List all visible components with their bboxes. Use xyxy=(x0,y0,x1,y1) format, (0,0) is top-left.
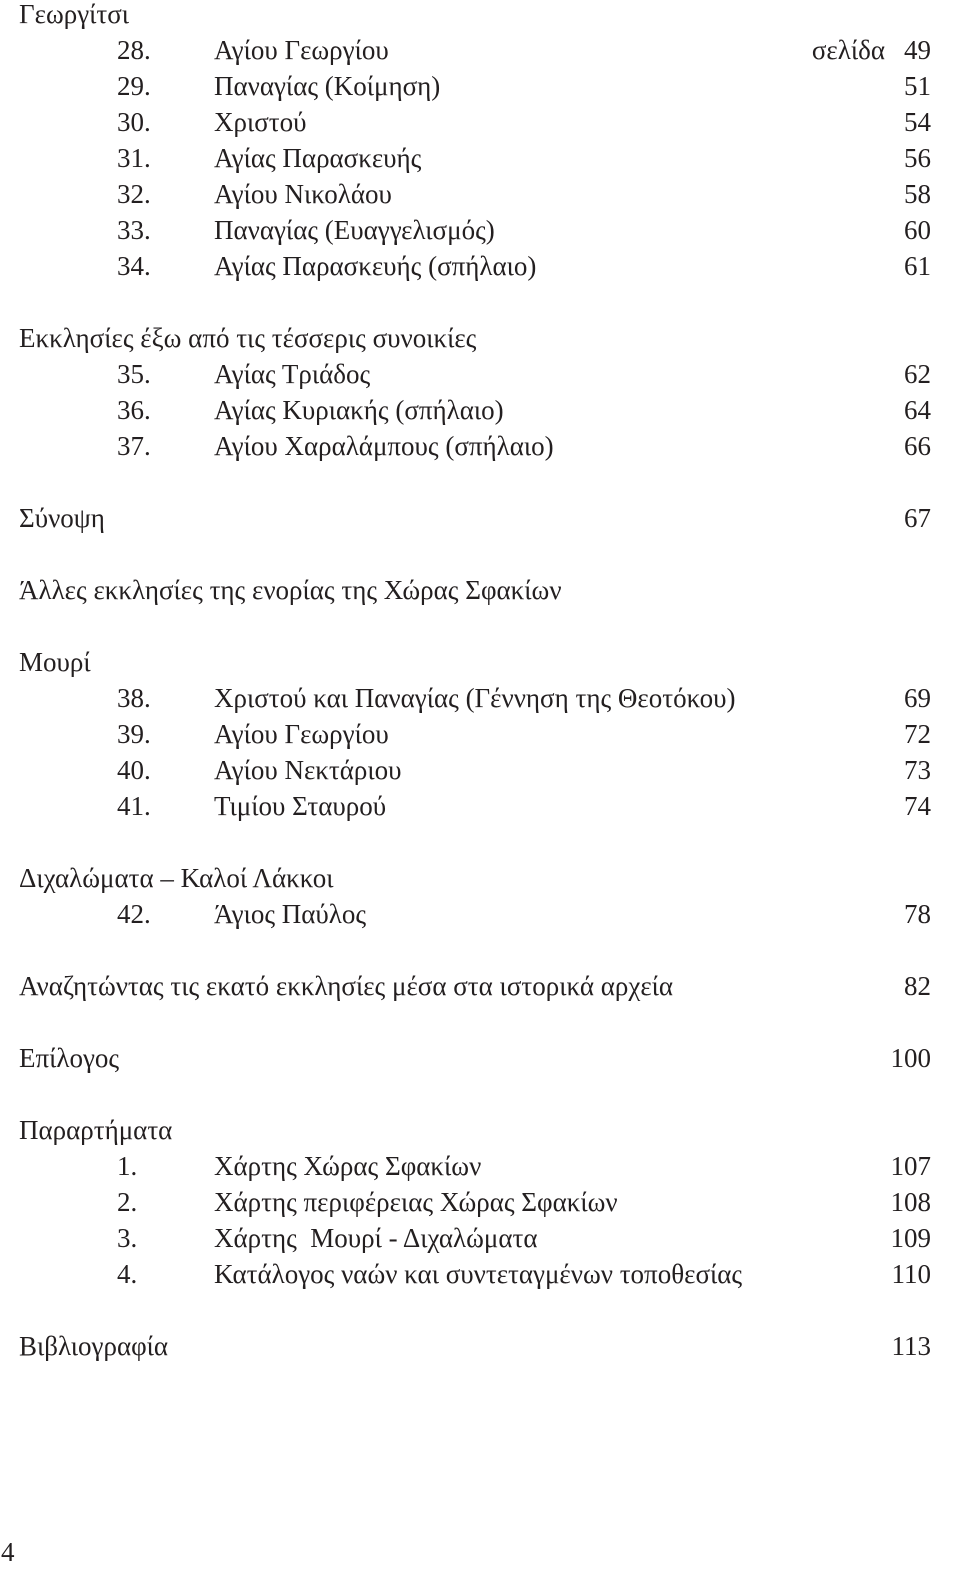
spacer xyxy=(19,284,931,320)
toc-entry xyxy=(19,428,931,464)
section-heading-label: Βιβλιογραφία xyxy=(19,1331,169,1361)
entry-title: Αγίας Παρασκευής (σπήλαιο) xyxy=(214,251,537,281)
entry-page: 109 xyxy=(890,1223,931,1253)
entry-title: Αγίας Κυριακής (σπήλαιο) xyxy=(214,395,504,425)
spacer xyxy=(19,464,931,500)
entry-number: 39. xyxy=(117,719,151,749)
section-page: 100 xyxy=(890,1043,931,1073)
entry-page: 78 xyxy=(904,899,931,929)
section-heading xyxy=(19,320,931,356)
entry-page: 64 xyxy=(904,395,931,425)
toc-entry xyxy=(19,176,931,212)
entry-page: 56 xyxy=(904,143,931,173)
toc-entry xyxy=(19,212,931,248)
entry-title: Παναγίας (Ευαγγελισμός) xyxy=(214,215,495,245)
toc-entry xyxy=(19,896,931,932)
section-heading-label: Εκκλησίες έξω από τις τέσσερις συνοικίες xyxy=(19,323,477,353)
entry-number: 35. xyxy=(117,359,151,389)
entry-number: 42. xyxy=(117,899,151,929)
entry-title: Αγίου Χαραλάμπους (σπήλαιο) xyxy=(214,431,554,461)
entry-page: 60 xyxy=(904,215,931,245)
spacer xyxy=(19,1004,931,1040)
section-heading xyxy=(19,860,931,896)
toc-entry xyxy=(19,248,931,284)
page-number: 4 xyxy=(1,1537,15,1567)
entry-number: 41. xyxy=(117,791,151,821)
toc-entry xyxy=(19,1184,931,1220)
toc-entry xyxy=(19,752,931,788)
entry-page: 69 xyxy=(904,683,931,713)
entry-title: Αγίου Νεκτάριου xyxy=(214,755,402,785)
entry-page: 51 xyxy=(904,71,931,101)
section-page: 113 xyxy=(891,1331,931,1361)
entry-title: Αγίου Γεωργίου xyxy=(214,719,389,749)
section-heading xyxy=(19,1040,931,1076)
section-heading xyxy=(19,500,931,536)
section-heading xyxy=(19,968,931,1004)
section-heading xyxy=(19,1112,931,1148)
entry-number: 3. xyxy=(117,1223,138,1253)
entry-page: 108 xyxy=(890,1187,931,1217)
toc-entry xyxy=(19,716,931,752)
section-heading xyxy=(19,644,931,680)
toc-entry xyxy=(19,32,931,68)
toc-entry xyxy=(19,392,931,428)
toc-entry xyxy=(19,680,931,716)
section-heading-label: Σύνοψη xyxy=(19,503,105,533)
section-heading-label: Επίλογος xyxy=(19,1043,120,1073)
entry-page: 66 xyxy=(904,431,931,461)
toc-entry xyxy=(19,1148,931,1184)
entry-number: 40. xyxy=(117,755,151,785)
entry-number: 34. xyxy=(117,251,151,281)
spacer xyxy=(19,824,931,860)
entry-number: 36. xyxy=(117,395,151,425)
entry-number: 1. xyxy=(117,1151,138,1181)
entry-page: 61 xyxy=(904,251,931,281)
section-heading-label: Παραρτήματα xyxy=(19,1115,173,1145)
entry-title: Παναγίας (Κοίμηση) xyxy=(214,71,441,101)
section-page: 82 xyxy=(904,971,931,1001)
section-heading-label: Διχαλώματα – Καλοί Λάκκοι xyxy=(19,863,334,893)
entry-title: Αγίου Γεωργίου xyxy=(214,35,389,65)
entry-page: 73 xyxy=(904,755,931,785)
entry-page: 49 xyxy=(904,35,931,65)
entry-number: 32. xyxy=(117,179,151,209)
section-heading xyxy=(19,1328,931,1364)
toc-entry xyxy=(19,356,931,392)
spacer xyxy=(19,536,931,572)
section-page: 67 xyxy=(904,503,931,533)
spacer xyxy=(19,608,931,644)
section-heading xyxy=(19,572,931,608)
entry-title: Αγίας Παρασκευής xyxy=(214,143,422,173)
section-heading xyxy=(19,0,931,32)
entry-title: Κατάλογος ναών και συντεταγμένων τοποθεσίας xyxy=(214,1259,743,1289)
entry-number: 30. xyxy=(117,107,151,137)
entry-title: Χάρτης περιφέρειας Χώρας Σφακίων xyxy=(214,1187,618,1217)
page-prefix-label: σελίδα xyxy=(811,35,885,65)
toc-entry xyxy=(19,68,931,104)
entry-page: 72 xyxy=(904,719,931,749)
entry-number: 37. xyxy=(117,431,151,461)
toc-entry xyxy=(19,140,931,176)
entry-page: 62 xyxy=(904,359,931,389)
section-heading-label: Άλλες εκκλησίες της ενορίας της Χώρας Σφακίων xyxy=(19,575,562,605)
entry-page: 54 xyxy=(904,107,931,137)
spacer xyxy=(19,932,931,968)
toc-entry xyxy=(19,1220,931,1256)
entry-title: Χάρτης Μουρί - Διχαλώματα xyxy=(214,1223,538,1253)
entry-number: 38. xyxy=(117,683,151,713)
toc-entry xyxy=(19,788,931,824)
entry-page: 110 xyxy=(891,1259,931,1289)
entry-title: Χάρτης Χώρας Σφακίων xyxy=(214,1151,482,1181)
entry-title: Αγίου Νικολάου xyxy=(214,179,392,209)
section-heading-label: Γεωργίτσι xyxy=(19,0,130,29)
spacer xyxy=(19,1076,931,1112)
toc-entry xyxy=(19,1256,931,1292)
entry-page: 58 xyxy=(904,179,931,209)
entry-page: 107 xyxy=(890,1151,931,1181)
entry-page: 74 xyxy=(904,791,931,821)
entry-title: Χριστού xyxy=(214,107,307,137)
toc-entry xyxy=(19,104,931,140)
entry-number: 28. xyxy=(117,35,151,65)
spacer xyxy=(19,1292,931,1328)
entry-title: Αγίας Τριάδος xyxy=(214,359,371,389)
table-of-contents xyxy=(19,0,931,1364)
section-heading-label: Αναζητώντας τις εκατό εκκλησίες μέσα στα ιστορικά αρχεία xyxy=(19,971,674,1001)
entry-number: 4. xyxy=(117,1259,138,1289)
entry-title: Τιμίου Σταυρού xyxy=(214,791,387,821)
entry-number: 2. xyxy=(117,1187,138,1217)
entry-number: 31. xyxy=(117,143,151,173)
entry-number: 29. xyxy=(117,71,151,101)
entry-title: Χριστού και Παναγίας (Γέννηση της Θεοτόκου) xyxy=(214,683,736,713)
entry-title: Άγιος Παύλος xyxy=(214,899,367,929)
section-heading-label: Μουρί xyxy=(19,647,91,677)
entry-number: 33. xyxy=(117,215,151,245)
